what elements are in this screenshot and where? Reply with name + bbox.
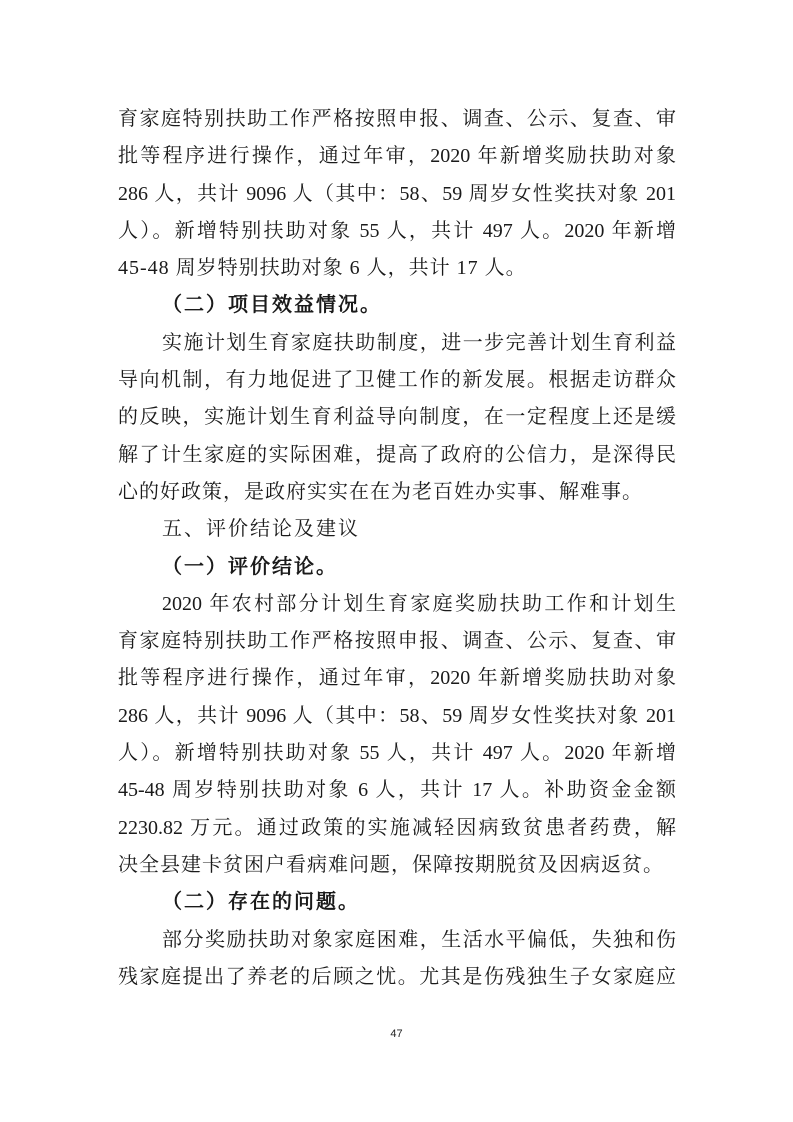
paragraph	[118, 325, 676, 511]
page-number: 47	[390, 1028, 403, 1040]
paragraph	[118, 101, 676, 287]
text-line: 实施计划生育家庭扶助制度，进一步完善计划生育利益	[162, 331, 676, 354]
paragraph	[118, 586, 676, 884]
text-line: 的反映，实施计划生育利益导向制度，在一定程度上还是缓	[118, 406, 676, 429]
text-line: 批等程序进行操作，通过年审，2020 年新增奖励扶助对象	[118, 667, 676, 690]
paragraph	[118, 922, 676, 997]
subsection-heading	[118, 287, 676, 324]
text-line: 心的好政策，是政府实实在在为老百姓办实事、解难事。	[118, 480, 643, 503]
text-line: 2020 年农村部分计划生育家庭奖励扶助工作和计划生	[162, 592, 676, 615]
document-body	[118, 101, 676, 996]
text-line: （二）项目效益情况。	[162, 294, 382, 317]
text-line: 决全县建卡贫困户看病难问题，保障按期脱贫及因病返贫。	[118, 853, 664, 876]
text-line: 2230.82 万元。通过政策的实施减轻因病致贫患者药费，解	[118, 816, 676, 839]
text-line: 解了计生家庭的实际困难，提高了政府的公信力，是深得民	[118, 443, 676, 466]
text-line: 导向机制，有力地促进了卫健工作的新发展。根据走访群众	[118, 369, 676, 392]
text-line: 人）。新增特别扶助对象 55 人，共计 497 人。2020 年新增	[118, 219, 676, 242]
subsection-heading	[118, 549, 676, 586]
text-line: 286 人，共计 9096 人（其中：58、59 周岁女性奖扶对象 201	[118, 704, 676, 727]
subsection-heading	[118, 884, 676, 921]
text-line: 286 人，共计 9096 人（其中：58、59 周岁女性奖扶对象 201	[118, 182, 676, 205]
text-line: 部分奖励扶助对象家庭困难，生活水平偏低，失独和伤	[162, 928, 676, 951]
text-line: 批等程序进行操作，通过年审，2020 年新增奖励扶助对象	[118, 145, 676, 168]
text-line: 45-48 周岁特别扶助对象 6 人，共计 17 人。补助资金金额	[118, 779, 676, 802]
text-line: 人）。新增特别扶助对象 55 人，共计 497 人。2020 年新增	[118, 742, 676, 765]
text-line: 五、评价结论及建议	[162, 518, 360, 541]
text-line: （二）存在的问题。	[162, 891, 360, 914]
text-line: （一）评价结论。	[162, 555, 338, 578]
text-line: 育家庭特别扶助工作严格按照申报、调查、公示、复查、审	[118, 108, 676, 130]
text-line: 45-48 周岁特别扶助对象 6 人，共计 17 人。	[118, 257, 527, 280]
section-heading	[118, 511, 676, 548]
text-line: 育家庭特别扶助工作严格按照申报、调查、公示、复查、审	[118, 630, 676, 653]
text-line: 残家庭提出了养老的后顾之忧。尤其是伤残独生子女家庭应	[118, 965, 676, 988]
